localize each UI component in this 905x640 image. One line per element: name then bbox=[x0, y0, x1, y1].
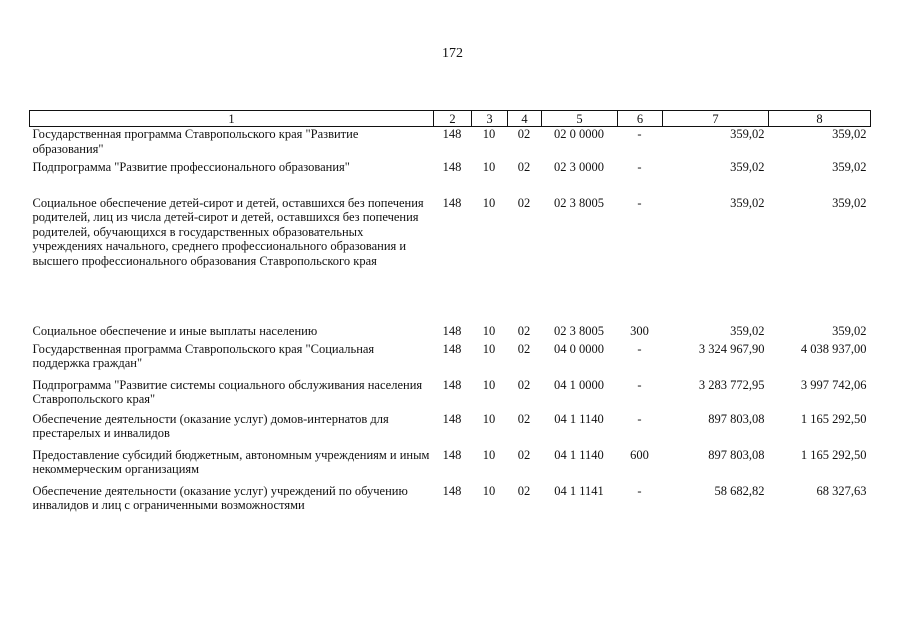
row-c3: 10 bbox=[482, 159, 496, 174]
row-c6: - bbox=[637, 127, 642, 141]
header-col-8: 8 bbox=[769, 111, 871, 127]
row-c6: 600 bbox=[630, 447, 649, 462]
row-c6: 300 bbox=[630, 323, 649, 338]
row-c2: 148 bbox=[442, 377, 462, 392]
header-col-7: 7 bbox=[663, 111, 769, 127]
header-col-1: 1 bbox=[30, 111, 434, 127]
row-c7: 897 803,08 bbox=[708, 411, 765, 426]
row-c4: 02 bbox=[517, 447, 531, 462]
table-row bbox=[30, 196, 871, 324]
row-name: Государственная программа Ставропольского края "Развитие образования" bbox=[32, 127, 359, 156]
row-c4: 02 bbox=[517, 159, 531, 174]
header-col-2: 2 bbox=[434, 111, 472, 127]
row-c3: 10 bbox=[482, 377, 496, 392]
row-c3: 10 bbox=[482, 323, 496, 338]
page-number: 172 bbox=[442, 46, 463, 61]
table-row bbox=[30, 484, 871, 518]
row-name: Социальное обеспечение детей-сирот и детей, оставшихся без попечения родителей, лиц из числа детей-сирот и детей, оставшихся без попечения родителей, обучающихся в государственных образовательных учреждениях начального, среднего профессионального образования и высшего профессионального образования Ставропольского края bbox=[32, 195, 424, 268]
table-row bbox=[30, 324, 871, 342]
row-c4: 02 bbox=[517, 127, 531, 141]
header-col-4: 4 bbox=[508, 111, 542, 127]
row-c8: 68 327,63 bbox=[816, 483, 867, 498]
row-c3: 10 bbox=[482, 411, 496, 426]
row-c5: 02 3 8005 bbox=[554, 323, 604, 338]
row-name: Социальное обеспечение и иные выплаты населению bbox=[32, 323, 318, 338]
row-c2: 148 bbox=[442, 195, 462, 210]
header-col-5: 5 bbox=[542, 111, 618, 127]
table-row bbox=[30, 160, 871, 196]
row-name: Государственная программа Ставропольского края "Социальная поддержка граждан" bbox=[32, 341, 375, 370]
row-c2: 148 bbox=[442, 411, 462, 426]
row-c5: 04 1 1141 bbox=[554, 483, 604, 498]
table-row bbox=[30, 448, 871, 484]
row-c6: - bbox=[637, 483, 642, 498]
row-c6: - bbox=[637, 159, 642, 174]
row-c4: 02 bbox=[517, 341, 531, 356]
row-c6: - bbox=[637, 341, 642, 356]
row-c5: 04 1 0000 bbox=[554, 377, 604, 392]
header-col-3: 3 bbox=[472, 111, 508, 127]
row-c8: 1 165 292,50 bbox=[800, 447, 867, 462]
row-c5: 04 1 1140 bbox=[554, 411, 604, 426]
row-c8: 1 165 292,50 bbox=[800, 411, 867, 426]
budget-table bbox=[29, 110, 871, 518]
row-c2: 148 bbox=[442, 341, 462, 356]
row-name: Подпрограмма "Развитие системы социального обслуживания населения Ставропольского края" bbox=[32, 377, 423, 406]
row-c6: - bbox=[637, 377, 642, 392]
row-c2: 148 bbox=[442, 447, 462, 462]
row-c2: 148 bbox=[442, 159, 462, 174]
row-c2: 148 bbox=[442, 127, 462, 141]
table-row bbox=[30, 412, 871, 448]
row-c7: 897 803,08 bbox=[708, 447, 765, 462]
row-c8: 4 038 937,00 bbox=[800, 341, 867, 356]
row-c3: 10 bbox=[482, 127, 496, 141]
row-c7: 359,02 bbox=[730, 195, 765, 210]
row-c7: 58 682,82 bbox=[714, 483, 765, 498]
row-c8: 359,02 bbox=[832, 127, 867, 141]
row-name: Подпрограмма "Развитие профессионального образования" bbox=[32, 159, 350, 174]
row-c3: 10 bbox=[482, 341, 496, 356]
table-row bbox=[30, 342, 871, 378]
row-c5: 04 0 0000 bbox=[554, 341, 604, 356]
row-c8: 359,02 bbox=[832, 323, 867, 338]
header-col-6: 6 bbox=[618, 111, 663, 127]
row-c5: 04 1 1140 bbox=[554, 447, 604, 462]
row-name: Обеспечение деятельности (оказание услуг) учреждений по обучению инвалидов и лиц с ограниченными возможностями bbox=[32, 483, 408, 512]
row-c4: 02 bbox=[517, 377, 531, 392]
row-c5: 02 0 0000 bbox=[554, 127, 604, 141]
row-c8: 359,02 bbox=[832, 195, 867, 210]
row-c4: 02 bbox=[517, 323, 531, 338]
row-c7: 3 283 772,95 bbox=[698, 377, 765, 392]
row-c3: 10 bbox=[482, 483, 496, 498]
row-c8: 3 997 742,06 bbox=[800, 377, 867, 392]
row-c2: 148 bbox=[442, 323, 462, 338]
row-c2: 148 bbox=[442, 483, 462, 498]
table-row bbox=[30, 378, 871, 412]
row-c3: 10 bbox=[482, 447, 496, 462]
row-c4: 02 bbox=[517, 411, 531, 426]
row-c3: 10 bbox=[482, 195, 496, 210]
table-row bbox=[30, 127, 871, 160]
row-c4: 02 bbox=[517, 483, 531, 498]
row-c7: 3 324 967,90 bbox=[698, 341, 765, 356]
row-c6: - bbox=[637, 411, 642, 426]
row-c5: 02 3 8005 bbox=[554, 195, 604, 210]
row-c7: 359,02 bbox=[730, 159, 765, 174]
row-c7: 359,02 bbox=[730, 127, 765, 141]
row-c5: 02 3 0000 bbox=[554, 159, 604, 174]
row-name: Предоставление субсидий бюджетным, автономным учреждениям и иным некоммерческим организациям bbox=[32, 447, 430, 476]
row-c7: 359,02 bbox=[730, 323, 765, 338]
header-row bbox=[30, 111, 871, 127]
row-name: Обеспечение деятельности (оказание услуг) домов-интернатов для престарелых и инвалидов bbox=[32, 411, 389, 440]
row-c6: - bbox=[637, 195, 642, 210]
row-c8: 359,02 bbox=[832, 159, 867, 174]
row-c4: 02 bbox=[517, 195, 531, 210]
